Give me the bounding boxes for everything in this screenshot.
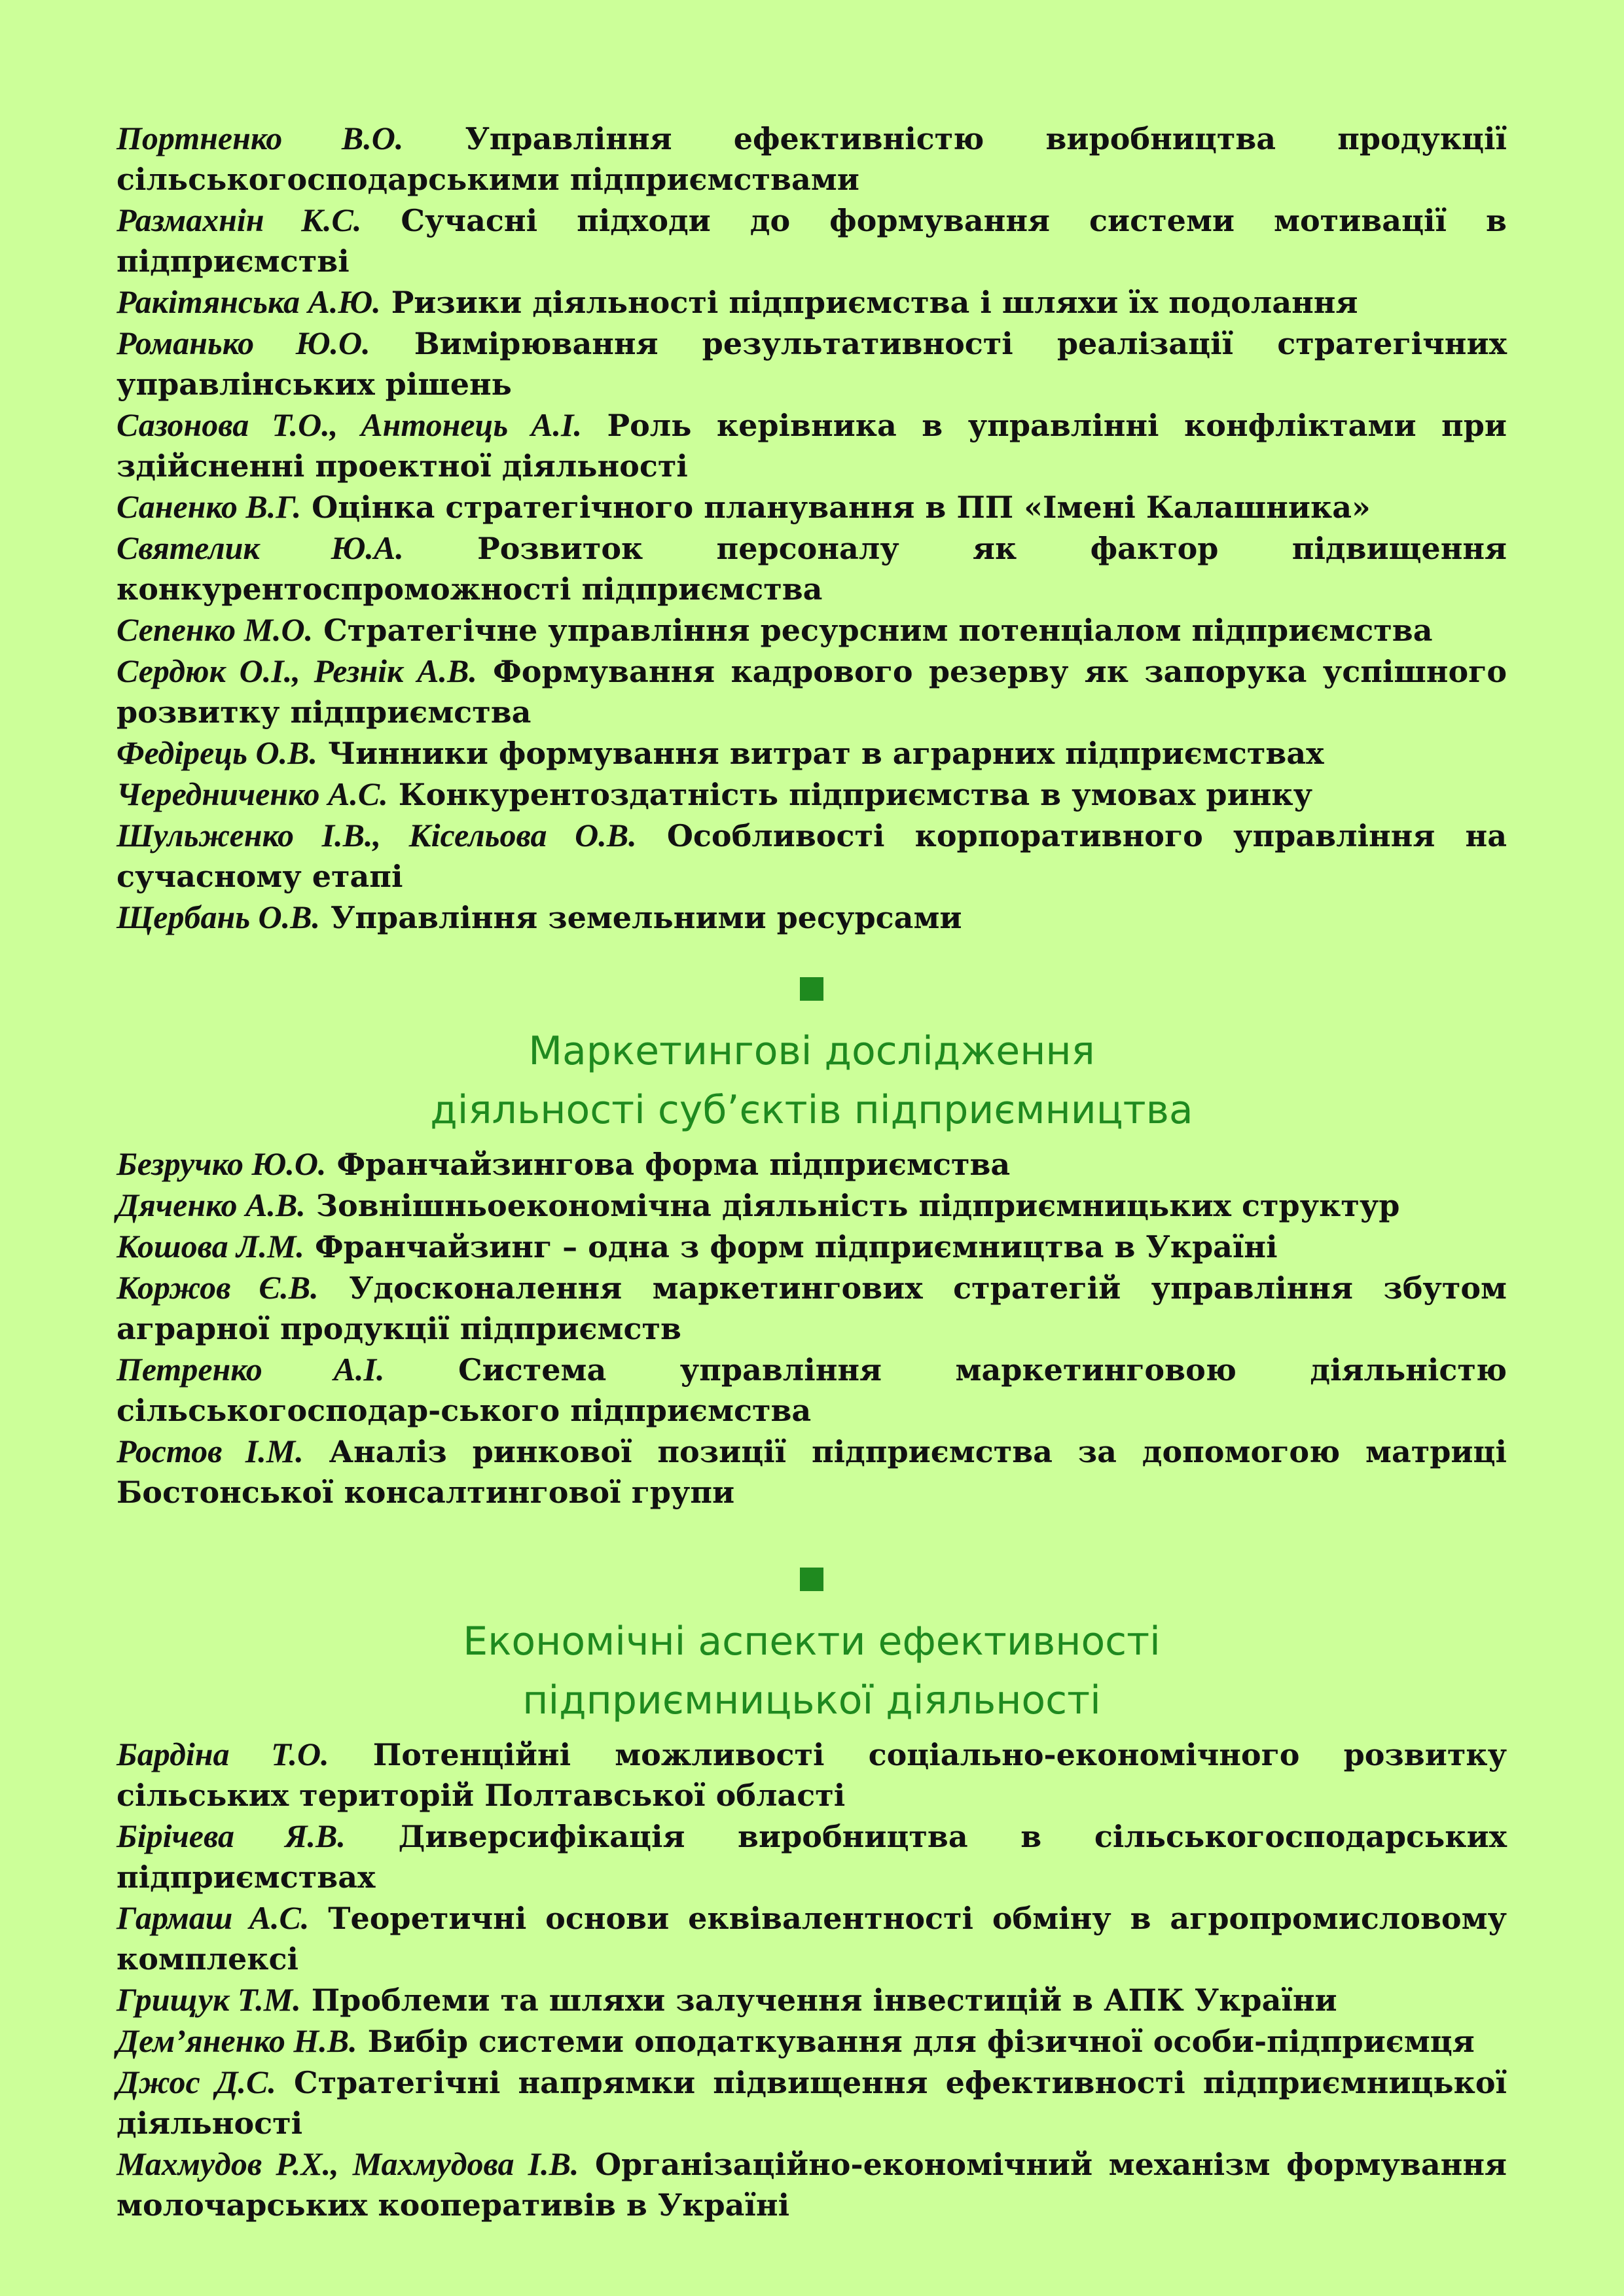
section-heading (117, 1022, 1507, 1139)
entry-title: Формування кадрового резерву як запорука успішного розвитку підприємства (117, 654, 1507, 730)
entry-title: Франчайзинг – одна з форм підприємництва в Україні (314, 1229, 1278, 1265)
list-item (117, 1431, 1507, 1513)
entry-author: Коржов Є.В. (117, 1269, 319, 1306)
list-item (117, 2144, 1507, 2225)
entry-author: Ракітянська А.Ю. (117, 283, 381, 320)
entry-title: Проблеми та шляхи залучення інвестицій в АПК України (311, 1982, 1337, 2018)
entry-title: Вибір системи оподаткування для фізичної особи-підприємця (367, 2024, 1475, 2059)
entry-author: Романько Ю.О. (117, 325, 370, 361)
list-item (117, 1226, 1507, 1267)
entry-author: Шульженко І.В., Кісельова О.В. (117, 817, 637, 853)
section-heading-line-1: Економічні аспекти ефективності (463, 1619, 1161, 1664)
entry-list-section-1 (117, 118, 1507, 938)
entry-title: Чинники формування витрат в аграрних підприємствах (327, 736, 1324, 771)
entry-author: Грищук Т.М. (117, 1981, 301, 2018)
entry-author: Петренко А.І. (117, 1351, 385, 1388)
entry-title: Система управління маркетинговою діяльністю сільськогосподар-ського підприємства (117, 1352, 1507, 1428)
entry-title: Зовнішньоекономічна діяльність підприємницьких структур (316, 1188, 1400, 1223)
entry-title: Управління ефективністю виробництва продукції сільськогосподарськими підприємствами (117, 121, 1507, 197)
entry-title: Управління земельними ресурсами (331, 900, 962, 935)
list-item (117, 897, 1507, 938)
list-item (117, 486, 1507, 528)
entry-author: Святелик Ю.А. (117, 529, 404, 566)
list-item (117, 815, 1507, 897)
entry-author: Саненко В.Г. (117, 488, 302, 525)
section-heading-line-2: діяльності суб’єктів підприємництва (430, 1087, 1193, 1133)
entry-title: Сучасні підходи до формування системи мотивації в підприємстві (117, 203, 1507, 279)
entry-title: Організаційно-економічний механізм формування молочарських кооперативів в Україні (117, 2147, 1507, 2223)
list-item (117, 732, 1507, 774)
list-item (117, 118, 1507, 200)
entry-author: Сепенко М.О. (117, 611, 314, 648)
entry-title: Стратегічні напрямки підвищення ефективності підприємницької діяльності (117, 2065, 1507, 2141)
list-item (117, 1349, 1507, 1431)
list-item (117, 200, 1507, 281)
section-marketing-research (117, 977, 1507, 1139)
document-page (117, 118, 1507, 2225)
entry-author: Безручко Ю.О. (117, 1145, 327, 1182)
entry-title: Теоретичні основи еквівалентності обміну в агропромисловому комплексі (117, 1901, 1507, 1977)
entry-author: Бардіна Т.О. (117, 1736, 329, 1772)
entry-author: Джос Д.С. (117, 2064, 276, 2100)
entry-author: Дяченко А.В. (117, 1187, 306, 1223)
entry-author: Сазонова Т.О., Антонець А.І. (117, 406, 582, 443)
list-item (117, 323, 1507, 404)
entry-author: Портненко В.О. (117, 120, 404, 156)
entry-title: Потенційні можливості соціально-економічного розвитку сільських територій Полтавської області (117, 1737, 1507, 1813)
section-heading-line-2: підприємницької діяльності (522, 1677, 1101, 1723)
entry-author: Кошова Л.М. (117, 1228, 304, 1265)
section-economic-aspects (117, 1568, 1507, 1730)
entry-title: Удосконалення маркетингових стратегій управління збутом аграрної продукції підприємств (117, 1270, 1507, 1346)
entry-list-section-3 (117, 1734, 1507, 2225)
entry-title: Розвиток персоналу як фактор підвищення конкурентоспроможності підприємства (117, 531, 1507, 607)
list-item (117, 1143, 1507, 1185)
section-heading (117, 1612, 1507, 1730)
list-item (117, 528, 1507, 609)
entry-list-section-2 (117, 1143, 1507, 1513)
entry-author: Гармаш А.С. (117, 1899, 310, 1936)
entry-author: Чередниченко А.С. (117, 776, 388, 812)
entry-author: Размахнін К.С. (117, 202, 362, 238)
list-item (117, 404, 1507, 486)
entry-title: Диверсифікація виробництва в сільськогосподарських підприємствах (117, 1819, 1507, 1895)
entry-title: Конкурентоздатність підприємства в умовах ринку (398, 777, 1313, 812)
list-item (117, 281, 1507, 323)
square-bullet-icon (800, 1568, 823, 1591)
entry-author: Сердюк О.І., Резнік А.В. (117, 653, 477, 689)
entry-author: Ростов І.М. (117, 1433, 304, 1469)
entry-title: Роль керівника в управлінні конфліктами при здійсненні проектної діяльності (117, 408, 1507, 484)
entry-title: Оцінка стратегічного планування в ПП «Імені Калашника» (312, 490, 1371, 525)
square-bullet-icon (800, 977, 823, 1001)
list-item (117, 774, 1507, 815)
section-heading-line-1: Маркетингові дослідження (528, 1028, 1095, 1074)
entry-title: Особливості корпоративного управління на сучасному етапі (117, 818, 1507, 894)
entry-title: Вимірювання результативності реалізації стратегічних управлінських рішень (117, 326, 1507, 402)
list-item (117, 1897, 1507, 1979)
entry-title: Франчайзингова форма підприємства (336, 1147, 1011, 1182)
list-item (117, 1185, 1507, 1226)
entry-author: Дем’яненко Н.В. (117, 2022, 357, 2059)
entry-author: Бірічева Я.В. (117, 1818, 346, 1854)
entry-title: Ризики діяльності підприємства і шляхи їх подолання (391, 285, 1358, 320)
list-item (117, 2020, 1507, 2062)
list-item (117, 1816, 1507, 1897)
entry-title: Аналіз ринкової позиції підприємства за допомогою матриці Бостонської консалтингової групи (117, 1434, 1507, 1510)
list-item (117, 2062, 1507, 2144)
list-item (117, 609, 1507, 651)
list-item (117, 1979, 1507, 2020)
list-item (117, 1734, 1507, 1816)
entry-author: Махмудов Р.Х., Махмудова І.В. (117, 2145, 579, 2182)
entry-author: Щербань О.В. (117, 899, 321, 935)
list-item (117, 1267, 1507, 1349)
entry-title: Стратегічне управління ресурсним потенціалом підприємства (323, 613, 1433, 648)
list-item (117, 651, 1507, 732)
entry-author: Федірець О.В. (117, 734, 317, 771)
